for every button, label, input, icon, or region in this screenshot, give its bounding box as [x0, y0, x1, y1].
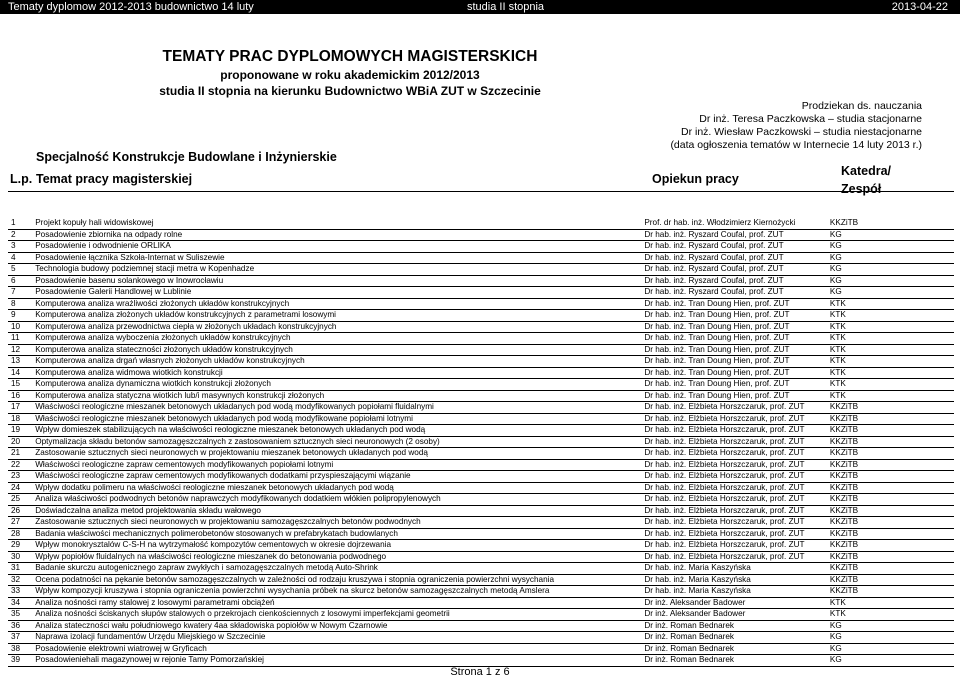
row-topic: Zastosowanie sztucznych sieci neuronowych w projektowaniu mieszanek betonowych układanych pod wodą — [32, 448, 641, 460]
row-topic: Posadowienie łącznika Szkoła-Internat w Suliszewie — [32, 252, 641, 264]
page-number: Strona 1 z 6 — [450, 666, 510, 678]
table-row — [8, 494, 954, 506]
row-number: 24 — [8, 482, 32, 494]
table-row — [8, 632, 954, 644]
row-department: KKZiTB — [827, 494, 954, 506]
row-number: 37 — [8, 632, 32, 644]
table-row — [8, 609, 954, 621]
table-row — [8, 528, 954, 540]
prodziekan-niestacjonarne: Dr inż. Wiesław Paczkowski – studia niestacjonarne — [680, 126, 922, 138]
row-topic: Analiza nośności ramy stalowej z losowymi parametrami obciążeń — [32, 597, 641, 609]
table-row — [8, 344, 954, 356]
row-department: KTK — [827, 390, 954, 402]
row-number: 16 — [8, 390, 32, 402]
page-subtitle-program: studia II stopnia na kierunku Budownictwo WBiA ZUT w Szczecinie — [159, 84, 541, 98]
prodziekan-label: Prodziekan ds. nauczania — [801, 100, 922, 112]
row-topic: Komputerowa analiza wrażliwości złożonych układów konstrukcyjnych — [32, 298, 641, 310]
row-supervisor: Dr hab. inż. Ryszard Coufal, prof. ZUT — [641, 241, 827, 253]
row-department: KKZiTB — [827, 436, 954, 448]
row-topic: Komputerowa analiza widmowa wiotkich konstrukcji — [32, 367, 641, 379]
row-department: KG — [827, 632, 954, 644]
row-department: KKZiTB — [827, 586, 954, 598]
row-department: KG — [827, 620, 954, 632]
row-supervisor: Dr hab. inż. Tran Doung Hien, prof. ZUT — [641, 298, 827, 310]
column-header-topic: Temat pracy magisterskiej — [36, 172, 193, 186]
table-row — [8, 436, 954, 448]
topics-table — [8, 218, 954, 667]
row-department: KG — [827, 229, 954, 241]
row-supervisor: Dr hab. inż. Tran Doung Hien, prof. ZUT — [641, 367, 827, 379]
row-supervisor: Dr hab. inż. Maria Kaszyńska — [641, 586, 827, 598]
row-number: 20 — [8, 436, 32, 448]
row-number: 29 — [8, 540, 32, 552]
row-supervisor: Dr hab. inż. Elżbieta Horszczaruk, prof. ZUT — [641, 436, 827, 448]
table-row — [8, 551, 954, 563]
row-number: 36 — [8, 620, 32, 632]
row-supervisor: Dr hab. inż. Tran Doung Hien, prof. ZUT — [641, 321, 827, 333]
table-row — [8, 287, 954, 299]
row-supervisor: Dr hab. inż. Elżbieta Horszczaruk, prof. ZUT — [641, 413, 827, 425]
row-topic: Badanie skurczu autogenicznego zapraw zwykłych i samozagęszczalnych metodą Auto-Shrink — [32, 563, 641, 575]
row-topic: Optymalizacja składu betonów samozagęszczalnych z zastosowaniem sztucznych sieci neuronowych (2 osoby) — [32, 436, 641, 448]
row-supervisor: Dr hab. inż. Tran Doung Hien, prof. ZUT — [641, 344, 827, 356]
row-department: KKZiTB — [827, 505, 954, 517]
row-department: KKZiTB — [827, 402, 954, 414]
row-supervisor: Dr inż. Aleksander Badower — [641, 597, 827, 609]
row-topic: Analiza stateczności wału południowego kwatery 4aa składowiska popiołów w Nowym Czarnowie — [32, 620, 641, 632]
column-header-department-line2: Zespół — [841, 182, 882, 196]
row-topic: Naprawa izolacji fundamentów Urzędu Miejskiego w Szczecinie — [32, 632, 641, 644]
row-supervisor: Dr hab. inż. Elżbieta Horszczaruk, prof. ZUT — [641, 482, 827, 494]
row-department: KTK — [827, 310, 954, 322]
table-row — [8, 482, 954, 494]
table-row — [8, 252, 954, 264]
row-department: KG — [827, 264, 954, 276]
row-number: 35 — [8, 609, 32, 621]
row-supervisor: Dr hab. inż. Tran Doung Hien, prof. ZUT — [641, 379, 827, 391]
row-department: KKZiTB — [827, 413, 954, 425]
row-topic: Wpływ domieszek stabilizujących na właściwości reologiczne mieszanek betonowych układanych pod wodą — [32, 425, 641, 437]
row-department: KG — [827, 643, 954, 655]
table-row — [8, 413, 954, 425]
row-topic: Ocena podatności na pękanie betonów samozagęszczalnych w zależności od rodzaju kruszywa i stopnia ograniczenia powierzchni wysychania — [32, 574, 641, 586]
row-number: 22 — [8, 459, 32, 471]
row-number: 30 — [8, 551, 32, 563]
row-number: 11 — [8, 333, 32, 345]
row-department: KKZiTB — [827, 425, 954, 437]
table-row — [8, 367, 954, 379]
row-supervisor: Dr hab. inż. Elżbieta Horszczaruk, prof. ZUT — [641, 425, 827, 437]
row-department: KTK — [827, 321, 954, 333]
row-number: 14 — [8, 367, 32, 379]
row-topic: Analiza właściwości podwodnych betonów naprawczych modyfikowanych dodatkiem włókien polipropylenowych — [32, 494, 641, 506]
row-number: 10 — [8, 321, 32, 333]
header-rule — [8, 191, 954, 192]
row-topic: Komputerowa analiza złożonych układów konstrukcyjnych z parametrami losowymi — [32, 310, 641, 322]
row-department: KKZiTB — [827, 517, 954, 529]
table-row — [8, 459, 954, 471]
row-topic: Posadowienie elektrowni wiatrowej w Gryficach — [32, 643, 641, 655]
row-topic: Posadowienie zbiornika na odpady rolne — [32, 229, 641, 241]
row-topic: Technologia budowy podziemnej stacji metra w Kopenhadze — [32, 264, 641, 276]
row-number: 18 — [8, 413, 32, 425]
row-topic: Komputerowa analiza stateczności złożonych układów konstrukcyjnych — [32, 344, 641, 356]
row-topic: Komputerowa analiza dynamiczna wiotkich konstrukcji złożonych — [32, 379, 641, 391]
row-number: 13 — [8, 356, 32, 368]
row-topic: Posadowieniehali magazynowej w rejonie Tamy Pomorzańskiej — [32, 655, 641, 667]
row-number: 2 — [8, 229, 32, 241]
row-supervisor: Dr inż. Roman Bednarek — [641, 655, 827, 667]
row-department: KKZiTB — [827, 528, 954, 540]
row-department: KG — [827, 252, 954, 264]
table-row — [8, 310, 954, 322]
row-topic: Badania właściwości mechanicznych polimerobetonów stosowanych w prefabrykatach budowlanych — [32, 528, 641, 540]
table-row — [8, 298, 954, 310]
row-topic: Posadowienie Galerii Handlowej w Lublinie — [32, 287, 641, 299]
top-header-bar — [0, 0, 960, 14]
table-row — [8, 620, 954, 632]
row-supervisor: Dr hab. inż. Ryszard Coufal, prof. ZUT — [641, 287, 827, 299]
column-header-lp: L.p. — [10, 172, 33, 186]
row-supervisor: Dr hab. inż. Tran Doung Hien, prof. ZUT — [641, 310, 827, 322]
table-row — [8, 517, 954, 529]
row-supervisor: Dr hab. inż. Tran Doung Hien, prof. ZUT — [641, 333, 827, 345]
row-supervisor: Dr hab. inż. Tran Doung Hien, prof. ZUT — [641, 356, 827, 368]
row-number: 38 — [8, 643, 32, 655]
document-section: studia II stopnia — [467, 1, 545, 13]
row-department: KTK — [827, 298, 954, 310]
table-row — [8, 574, 954, 586]
row-supervisor: Dr inż. Roman Bednarek — [641, 632, 827, 644]
table-row — [8, 563, 954, 575]
table-row — [8, 540, 954, 552]
row-department: KTK — [827, 379, 954, 391]
row-number: 17 — [8, 402, 32, 414]
row-topic: Zastosowanie sztucznych sieci neuronowych w projektowaniu samozagęszczalnych betonów podwodnych — [32, 517, 641, 529]
announcement-date: (data ogłoszenia tematów w Internecie 14 luty 2013 r.) — [670, 139, 922, 151]
row-supervisor: Dr inż. Aleksander Badower — [641, 609, 827, 621]
column-header-department-line1: Katedra/ — [841, 164, 892, 178]
row-department: KKZiTB — [827, 218, 954, 229]
table-row — [8, 264, 954, 276]
row-supervisor: Dr hab. inż. Elżbieta Horszczaruk, prof. ZUT — [641, 448, 827, 460]
row-number: 8 — [8, 298, 32, 310]
row-supervisor: Dr hab. inż. Ryszard Coufal, prof. ZUT — [641, 229, 827, 241]
table-row — [8, 356, 954, 368]
row-number: 12 — [8, 344, 32, 356]
table-row — [8, 655, 954, 667]
table-row — [8, 643, 954, 655]
table-row — [8, 379, 954, 391]
row-supervisor: Dr hab. inż. Elżbieta Horszczaruk, prof. ZUT — [641, 471, 827, 483]
row-topic: Właściwości reologiczne mieszanek betonowych układanych pod wodą modyfikowanych popiołami fluidalnymi — [32, 402, 641, 414]
row-topic: Wpływ kompozycji kruszywa i stopnia ograniczenia powierzchni wysychania próbek na skurcz betonów samozagęszczalnych metodą Amslera — [32, 586, 641, 598]
row-topic: Posadowienie i odwodnienie ORLIKA — [32, 241, 641, 253]
row-supervisor: Dr hab. inż. Tran Doung Hien, prof. ZUT — [641, 390, 827, 402]
row-number: 4 — [8, 252, 32, 264]
row-supervisor: Dr inż. Roman Bednarek — [641, 620, 827, 632]
row-number: 7 — [8, 287, 32, 299]
row-department: KG — [827, 241, 954, 253]
row-department: KKZiTB — [827, 574, 954, 586]
row-department: KG — [827, 287, 954, 299]
row-supervisor: Dr hab. inż. Ryszard Coufal, prof. ZUT — [641, 252, 827, 264]
row-number: 31 — [8, 563, 32, 575]
row-supervisor: Dr hab. inż. Maria Kaszyńska — [641, 563, 827, 575]
row-topic: Wpływ dodatku polimeru na właściwości reologiczne mieszanek betonowych układanych pod wodą — [32, 482, 641, 494]
row-topic: Komputerowa analiza wyboczenia złożonych układów konstrukcyjnych — [32, 333, 641, 345]
row-number: 6 — [8, 275, 32, 287]
row-supervisor: Dr hab. inż. Elżbieta Horszczaruk, prof. ZUT — [641, 402, 827, 414]
row-supervisor: Dr hab. inż. Ryszard Coufal, prof. ZUT — [641, 275, 827, 287]
table-row — [8, 402, 954, 414]
topics-table-body — [8, 218, 954, 666]
row-number: 15 — [8, 379, 32, 391]
row-supervisor: Dr hab. inż. Elżbieta Horszczaruk, prof. ZUT — [641, 459, 827, 471]
prodziekan-stacjonarne: Dr inż. Teresa Paczkowska – studia stacjonarne — [699, 113, 922, 125]
column-header-supervisor: Opiekun pracy — [652, 172, 739, 186]
row-number: 9 — [8, 310, 32, 322]
row-supervisor: Dr hab. inż. Elżbieta Horszczaruk, prof. ZUT — [641, 505, 827, 517]
print-date: 2013-04-22 — [891, 1, 948, 13]
table-row — [8, 425, 954, 437]
row-number: 19 — [8, 425, 32, 437]
row-supervisor: Dr inż. Roman Bednarek — [641, 643, 827, 655]
specialization-heading: Specjalność Konstrukcje Budowlane i Inżynierskie — [36, 150, 337, 164]
row-department: KKZiTB — [827, 459, 954, 471]
row-supervisor: Dr hab. inż. Ryszard Coufal, prof. ZUT — [641, 264, 827, 276]
row-department: KTK — [827, 356, 954, 368]
row-department: KTK — [827, 597, 954, 609]
row-number: 3 — [8, 241, 32, 253]
row-number: 1 — [8, 218, 32, 229]
row-topic: Doświadczalna analiza metod projektowania składu wałowego — [32, 505, 641, 517]
row-number: 21 — [8, 448, 32, 460]
row-topic: Analiza nośności ściskanych słupów stalowych o przekrojach cienkościennych z losowymi imperfekcjami geometrii — [32, 609, 641, 621]
row-topic: Komputerowa analiza przewodnictwa ciepła w złożonych układach konstrukcyjnych — [32, 321, 641, 333]
row-number: 5 — [8, 264, 32, 276]
table-row — [8, 321, 954, 333]
table-row — [8, 597, 954, 609]
row-number: 25 — [8, 494, 32, 506]
document-filename: Tematy dyplomow 2012-2013 budownictwo 14 luty — [8, 1, 254, 13]
row-topic: Komputerowa analiza drgań własnych złożonych układów konstrukcyjnych — [32, 356, 641, 368]
row-department: KTK — [827, 344, 954, 356]
row-topic: Wpływ popiołów fluidalnych na właściwości reologiczne mieszanek do betonowania podwodnego — [32, 551, 641, 563]
row-supervisor: Dr hab. inż. Elżbieta Horszczaruk, prof. ZUT — [641, 517, 827, 529]
row-number: 32 — [8, 574, 32, 586]
row-topic: Właściwości reologiczne mieszanek betonowych układanych pod wodą modyfikowane popiołami lotnymi — [32, 413, 641, 425]
table-row — [8, 471, 954, 483]
table-row — [8, 505, 954, 517]
table-row — [8, 333, 954, 345]
row-supervisor: Dr hab. inż. Elżbieta Horszczaruk, prof. ZUT — [641, 528, 827, 540]
row-topic: Komputerowa analiza statyczna wiotkich lub/i masywnych konstrukcji złożonych — [32, 390, 641, 402]
row-number: 26 — [8, 505, 32, 517]
row-topic: Właściwości reologiczne zapraw cementowych modyfikowanych popiołami lotnymi — [32, 459, 641, 471]
row-number: 27 — [8, 517, 32, 529]
table-row — [8, 218, 954, 229]
row-department: KTK — [827, 367, 954, 379]
row-department: KKZiTB — [827, 551, 954, 563]
row-topic: Właściwości reologiczne zapraw cementowych modyfikowanych dodatkami przyspieszającymi wiązanie — [32, 471, 641, 483]
row-number: 33 — [8, 586, 32, 598]
row-department: KKZiTB — [827, 540, 954, 552]
row-number: 28 — [8, 528, 32, 540]
table-row — [8, 448, 954, 460]
row-topic: Wpływ monokrysztalów C-S-H na wytrzymałość kompozytów cementowych w okresie dojrzewania — [32, 540, 641, 552]
row-supervisor: Prof. dr hab. inż. Włodzimierz Kiernożycki — [641, 218, 827, 229]
page-title: TEMATY PRAC DYPLOMOWYCH MAGISTERSKICH — [162, 48, 538, 65]
row-department: KG — [827, 275, 954, 287]
row-department: KKZiTB — [827, 471, 954, 483]
row-department: KG — [827, 655, 954, 667]
row-supervisor: Dr hab. inż. Elżbieta Horszczaruk, prof. ZUT — [641, 551, 827, 563]
table-row — [8, 241, 954, 253]
row-department: KTK — [827, 333, 954, 345]
row-department: KTK — [827, 609, 954, 621]
table-row — [8, 586, 954, 598]
row-supervisor: Dr hab. inż. Maria Kaszyńska — [641, 574, 827, 586]
row-topic: Posadowienie basenu solankowego w Inowrocławiu — [32, 275, 641, 287]
row-department: KKZiTB — [827, 563, 954, 575]
row-topic: Projekt kopuły hali widowiskowej — [32, 218, 641, 229]
row-number: 39 — [8, 655, 32, 667]
table-row — [8, 390, 954, 402]
row-department: KKZiTB — [827, 482, 954, 494]
table-row — [8, 275, 954, 287]
row-number: 34 — [8, 597, 32, 609]
row-department: KKZiTB — [827, 448, 954, 460]
row-supervisor: Dr hab. inż. Elżbieta Horszczaruk, prof. ZUT — [641, 540, 827, 552]
table-row — [8, 229, 954, 241]
row-supervisor: Dr hab. inż. Elżbieta Horszczaruk, prof. ZUT — [641, 494, 827, 506]
page-subtitle-year: proponowane w roku akademickim 2012/2013 — [220, 68, 480, 82]
row-number: 23 — [8, 471, 32, 483]
